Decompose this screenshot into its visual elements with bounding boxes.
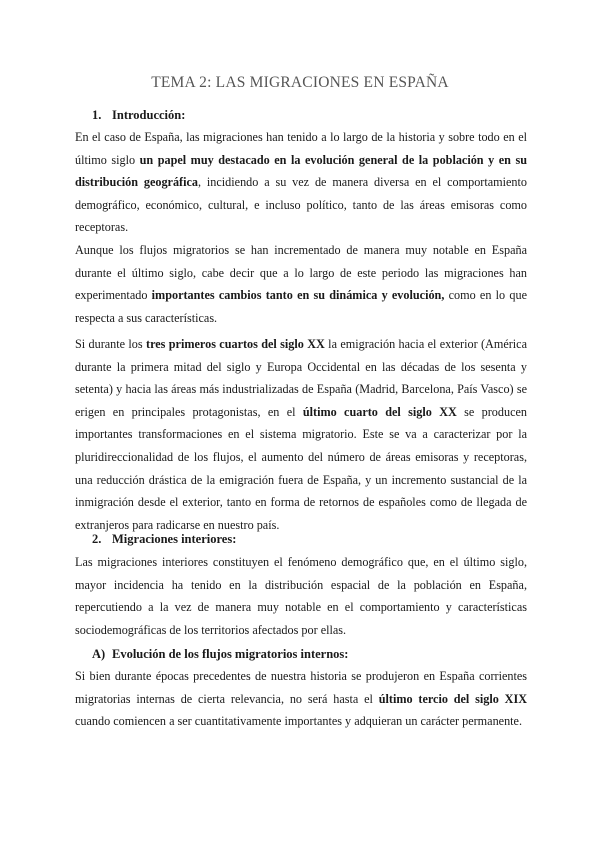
section-number: 2. xyxy=(92,532,102,546)
paragraph-text: Aunque los flujos migratorios se han incrementado de manera muy notable en España durante el último siglo, cabe decir que a lo largo de este periodo las migraciones han experimentado xyxy=(75,243,527,303)
paragraph-text: En el caso de España, las migraciones han tenido a lo largo de la historia y sobre todo en el último siglo xyxy=(75,130,527,167)
section-heading-text: Migraciones interiores: xyxy=(112,532,237,546)
section-heading-migraciones-interiores xyxy=(92,532,236,547)
paragraph-text: , incidiendo a su vez de manera diversa en el comportamiento demográfico, económico, cultural, e incluso político, tanto de las áreas emisoras como receptoras. xyxy=(75,175,527,235)
paragraph-intro-2 xyxy=(75,239,527,329)
paragraph-bold-text: último tercio del siglo XIX xyxy=(378,691,527,706)
paragraph-intro-1 xyxy=(75,126,527,239)
section-heading-text: Introducción: xyxy=(112,108,186,122)
section-number: 1. xyxy=(92,108,102,122)
paragraph-bold-text: último cuarto del siglo XX xyxy=(302,404,457,419)
paragraph-bold-text: un papel muy destacado en la evolución general de la población y en su distribución geográfica xyxy=(75,152,527,190)
paragraph-text: Si bien durante épocas precedentes de nuestra historia se produjeron en España corrientes migratorias internas de cierta relevancia, no será hasta el xyxy=(75,669,527,706)
paragraph-intro-3 xyxy=(75,333,527,536)
paragraph-text: como en lo que respecta a sus características. xyxy=(75,288,527,325)
paragraph-text: se producen importantes transformaciones en el sistema migratorio. Este se va a caracterizar por la pluridireccionalidad de los flujos, el aumento del número de áreas emisoras y receptoras, una reducción drástica de la emigración fuera de España, y un incremento sustancial de la inmigración desde el exterior, tanto en forma de retornos de españoles como de llegada de extranjeros para radicarse en nuestro país. xyxy=(75,404,528,532)
paragraph-bold-text: tres primeros cuartos del siglo XX xyxy=(146,337,325,351)
section-heading-introduccion xyxy=(92,108,185,123)
paragraph-evolucion-1 xyxy=(75,665,527,733)
paragraph-migraciones-1 xyxy=(75,551,527,641)
paragraph-text: cuando comiencen a ser cuantitativamente importantes y adquieran un carácter permanente. xyxy=(75,714,523,729)
section-heading-evolucion-flujos xyxy=(92,647,348,662)
paragraph-text: Si durante los xyxy=(75,337,147,351)
section-number: A) xyxy=(92,647,106,661)
section-heading-text: Evolución de los flujos migratorios internos: xyxy=(112,647,349,661)
paragraph-text: Las migraciones interiores constituyen el fenómeno demográfico que, en el último siglo, mayor incidencia ha tenido en la distribución espacial de la población en España, repercutiendo a la vez de manera muy notable en el comportamiento y características sociodemográficas de los territorios afectados por ellas. xyxy=(75,555,527,637)
page-title: TEMA 2: LAS MIGRACIONES EN ESPAÑA xyxy=(151,74,449,91)
paragraph-bold-text: importantes cambios tanto en su dinámica y evolución, xyxy=(151,288,445,303)
paragraph-text: la emigración hacia el exterior (América durante la primera mitad del siglo y Europa Occidental en las décadas de los sesenta y setenta) y hacia las áreas más industrializadas de España (Madrid, Barcelona, País Vasco) se erigen en principales protagonistas, en el xyxy=(75,337,527,419)
